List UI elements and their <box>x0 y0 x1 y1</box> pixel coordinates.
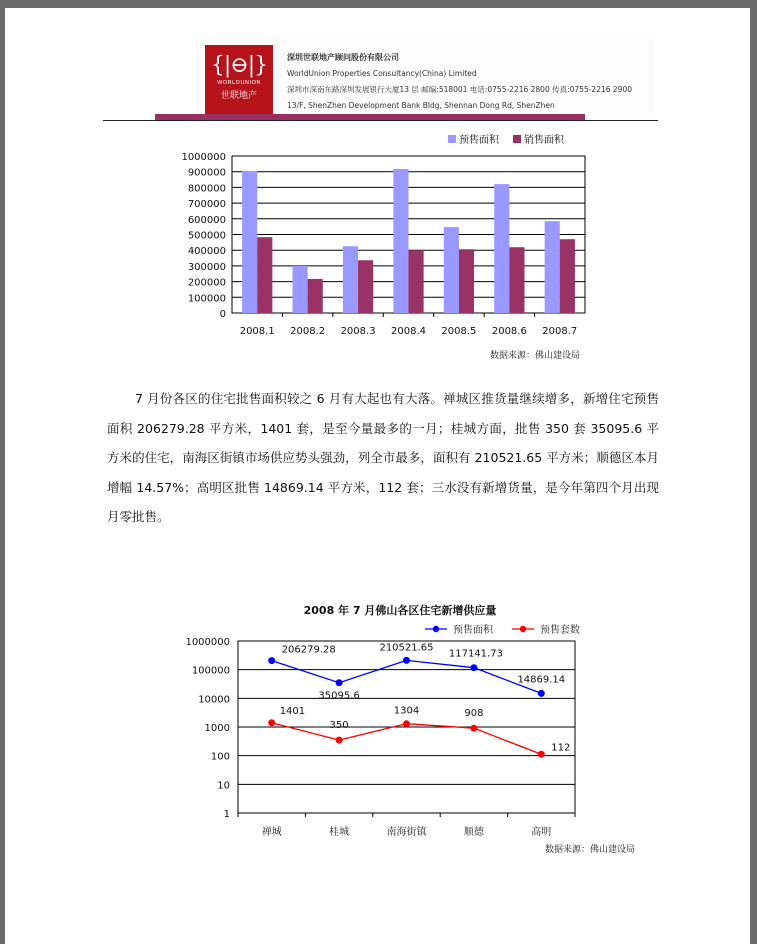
x-tick-label: 禅城 <box>261 827 282 838</box>
legend-swatch <box>513 135 521 143</box>
legend-swatch <box>448 135 456 143</box>
logo-english-name: WORLDUNION <box>216 80 262 86</box>
data-point <box>268 719 275 726</box>
bar-chart <box>170 128 590 368</box>
legend-label: 预售面积 <box>459 135 499 146</box>
y-tick-label: 300000 <box>187 261 226 273</box>
y-tick-label: 10 <box>217 780 230 792</box>
header-rule <box>103 120 658 121</box>
legend-label: 销售面积 <box>524 135 564 146</box>
data-label: 206279.28 <box>281 644 336 656</box>
y-tick-label: 600000 <box>187 214 226 226</box>
legend-marker <box>520 626 526 632</box>
x-tick-label: 2008.5 <box>441 326 477 337</box>
y-tick-label: 400000 <box>187 246 226 258</box>
data-point <box>538 751 545 758</box>
bar-sold <box>459 249 474 313</box>
data-label: 117141.73 <box>448 648 503 660</box>
data-label: 35095.6 <box>318 690 360 702</box>
data-label: 112 <box>551 742 571 754</box>
bar-sold <box>509 247 524 313</box>
line-chart-source: 数据来源：佛山建设局 <box>544 845 635 855</box>
body-paragraph <box>107 384 659 532</box>
bar-chart-source: 数据来源：佛山建设局 <box>489 351 580 361</box>
x-tick-label: 2008.3 <box>340 326 376 337</box>
y-tick-label: 10000 <box>198 694 230 706</box>
line-chart <box>170 598 650 858</box>
data-point <box>336 679 343 686</box>
y-tick-label: 1000000 <box>185 637 230 648</box>
data-point <box>470 664 477 671</box>
body-paragraph-text: 7 月份各区的住宅批售面积较之 6 月有大起也有大落。禅城区推货量继续增多，新增住宅预售面积 206279.28 平方米，1401 套，是至今量最多的一月；桂城方面，批售 350 套 35095.6 平方米的住宅，南海区街镇市场供应势头强劲，列全市最多，面积有 210521.65 平方米；顺德区本月增幅 14.57%；高明区批售 14869.14 平方米，112 套；三水没有新增货量，是今年第四个月出现月零批售。 <box>107 391 659 524</box>
legend-label: 预售套数 <box>540 625 580 636</box>
company-name-en: WorldUnion Properties Consultancy(China) Limited <box>287 69 477 78</box>
y-tick-label: 900000 <box>187 167 226 179</box>
bar-presale <box>242 171 257 313</box>
data-label: 1304 <box>393 705 420 717</box>
bar-sold <box>257 237 272 313</box>
bar-sold <box>409 250 424 313</box>
data-label: 350 <box>329 720 349 732</box>
x-tick-label: 2008.2 <box>290 326 326 337</box>
data-label: 1401 <box>279 705 306 717</box>
bar-presale <box>494 184 509 313</box>
legend-marker <box>433 626 439 632</box>
x-tick-label: 2008.7 <box>542 326 578 337</box>
y-tick-label: 100000 <box>191 665 230 677</box>
y-tick-label: 800000 <box>187 183 226 195</box>
x-tick-label: 高明 <box>531 827 552 838</box>
bar-presale <box>293 266 308 313</box>
bar-sold <box>358 260 373 313</box>
x-tick-label: 2008.6 <box>491 326 527 337</box>
line-chart-title: 2008 年 7 月佛山各区住宅新增供应量 <box>303 604 497 617</box>
y-tick-label: 1000000 <box>181 152 226 163</box>
y-tick-label: 1000 <box>204 723 230 734</box>
address-en: 13/F, ShenZhen Development Bank Bldg, Shennan Dong Rd, ShenZhen <box>287 101 555 110</box>
letterhead-text <box>287 52 632 110</box>
x-tick-label: 2008.4 <box>391 326 426 337</box>
data-point <box>470 725 477 732</box>
data-label: 908 <box>464 708 484 720</box>
bar-sold <box>560 239 575 313</box>
legend-label: 预售面积 <box>453 625 493 636</box>
x-tick-label: 南海街镇 <box>386 827 427 838</box>
data-label: 14869.14 <box>517 674 566 686</box>
y-tick-label: 100000 <box>187 293 226 305</box>
logo-chinese-name: 世联地产 <box>220 91 257 101</box>
bar-presale <box>444 227 459 313</box>
bar-presale <box>343 246 358 313</box>
x-tick-label: 2008.1 <box>239 326 275 337</box>
y-tick-label: 700000 <box>187 199 226 211</box>
y-tick-label: 200000 <box>187 277 226 289</box>
data-label: 210521.65 <box>379 642 434 654</box>
x-tick-label: 顺德 <box>463 827 484 838</box>
bar-sold <box>308 279 323 313</box>
x-tick-label: 桂城 <box>329 827 350 838</box>
address-cn: 深圳市深南东路深圳发展银行大厦13 层 邮编:518001 电话:0755-2216 2800 传真:0755-2216 2900 <box>287 85 632 94</box>
bar-presale <box>393 169 408 313</box>
y-tick-label: 100 <box>210 751 230 763</box>
y-tick-label: 0 <box>219 309 226 320</box>
data-point <box>336 737 343 744</box>
logo-mark-icon: {|⊖|} <box>210 53 268 78</box>
data-point <box>538 690 545 697</box>
y-tick-label: 500000 <box>187 230 226 242</box>
data-point <box>403 657 410 664</box>
company-logo <box>205 45 273 119</box>
bar-presale <box>545 221 560 313</box>
y-tick-label: 1 <box>223 809 230 820</box>
data-point <box>403 720 410 727</box>
company-name-cn: 深圳世联地产顾问股份有限公司 <box>287 53 399 62</box>
data-point <box>268 657 275 664</box>
